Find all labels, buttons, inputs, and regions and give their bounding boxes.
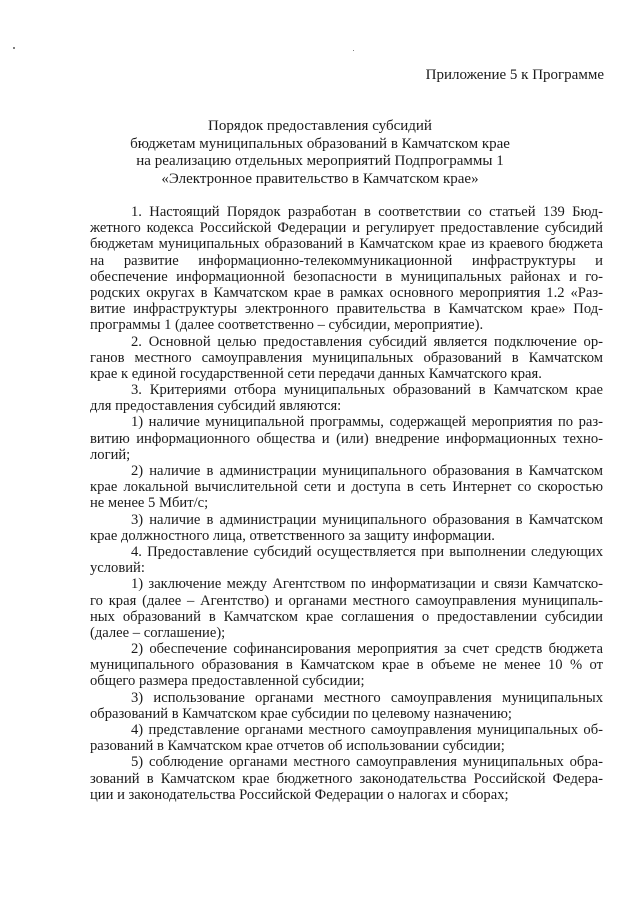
body-line: общего размера предоставленной субсидии; bbox=[90, 673, 365, 690]
title-line: «Электронное правительство в Камчатском крае» bbox=[161, 170, 479, 187]
body-line: логий; bbox=[90, 446, 131, 463]
body-line: 4. Предоставление субсидий осуществляется при выполнении следующих bbox=[131, 543, 603, 560]
body-line: крае должностного лица, ответственного за защиту информации. bbox=[90, 527, 495, 544]
body-line: 1) наличие муниципальной программы, содержащей мероприятия по раз- bbox=[131, 414, 603, 431]
appendix-label: Приложение 5 к Программе bbox=[425, 67, 604, 83]
scan-speck bbox=[353, 50, 354, 51]
body-line: 3) использование органами местного самоуправления муниципальных bbox=[131, 689, 603, 706]
body-line: витию информационного общества и (или) внедрение информационных техно- bbox=[90, 430, 603, 447]
body-line: 4) представление органами местного самоуправления муниципальных об- bbox=[131, 722, 603, 738]
body-line: 2) обеспечение софинансирования мероприятия за счет средств бюджета bbox=[131, 641, 603, 658]
body-line: го края (далее – Агентство) и органами местного самоуправления муниципаль- bbox=[90, 592, 603, 609]
body-line: жетного кодекса Российской Федерации и регулирует предоставление субсидий bbox=[90, 220, 603, 237]
scan-speck bbox=[13, 47, 15, 49]
body-line: крае локальной вычислительной сети и доступа в сеть Интернет со скоростью bbox=[90, 479, 603, 496]
body-line: программы 1 (далее соответственно – субсидии, мероприятие). bbox=[90, 317, 484, 334]
body-line: ганов местного самоуправления муниципальных образований в Камчатском bbox=[90, 349, 603, 366]
body-line: муниципального образования в Камчатском крае в объеме не менее 10 % от bbox=[90, 657, 603, 674]
document-body bbox=[0, 204, 640, 803]
body-line: 3. Критериями отбора муниципальных образований в Камчатском крае bbox=[131, 382, 603, 399]
body-line: образований в Камчатском крае субсидии по целевому назначению; bbox=[90, 705, 512, 722]
body-line: 5) соблюдение органами местного самоуправления муниципальных обра- bbox=[131, 754, 603, 771]
title-line: бюджетам муниципальных образований в Камчатском крае bbox=[130, 135, 510, 152]
document-title bbox=[0, 118, 640, 188]
body-line: 3) наличие в администрации муниципального образования в Камчатском bbox=[131, 511, 603, 528]
body-line: обеспечение информационной безопасности в муниципальных районах и го- bbox=[90, 268, 603, 285]
title-line: на реализацию отдельных мероприятий Подпрограммы 1 bbox=[136, 153, 504, 169]
body-line: ных образований в Камчатском крае соглашения о предоставлении субсидии bbox=[90, 608, 603, 625]
body-line: витие инфраструктуры электронного правительства в Камчатском крае» Под- bbox=[90, 301, 603, 318]
title-line: Порядок предоставления субсидий bbox=[208, 118, 432, 134]
body-line: 1) заключение между Агентством по информатизации и связи Камчатско- bbox=[131, 576, 603, 593]
body-line: условий: bbox=[90, 560, 145, 577]
body-line: разований в Камчатском крае отчетов об использовании субсидии; bbox=[90, 738, 505, 755]
body-line: не менее 5 Мбит/с; bbox=[90, 495, 209, 512]
body-line: крае к единой государственной сети передачи данных Камчатского края. bbox=[90, 365, 542, 382]
body-line: 2. Основной целью предоставления субсидий является подключение ор- bbox=[131, 333, 603, 350]
body-line: ции и законодательства Российской Федерации о налогах и сборах; bbox=[90, 786, 509, 803]
body-line: родских округах в Камчатском крае в рамках основного мероприятия 1.2 «Раз- bbox=[90, 284, 603, 301]
body-line: бюджетам муниципальных образований в Камчатском крае из краевого бюджета bbox=[90, 236, 603, 253]
body-line: на развитие информационно-телекоммуникационной инфраструктуры и bbox=[90, 252, 603, 269]
body-line: 2) наличие в администрации муниципального образования в Камчатском bbox=[131, 463, 603, 479]
body-line: зований в Камчатском крае бюджетного законодательства Российской Федера- bbox=[90, 770, 603, 787]
body-line: для предоставления субсидий являются: bbox=[90, 398, 342, 415]
body-line: (далее – соглашение); bbox=[90, 624, 226, 641]
body-line: 1. Настоящий Порядок разработан в соответствии со статьей 139 Бюд- bbox=[131, 204, 603, 220]
